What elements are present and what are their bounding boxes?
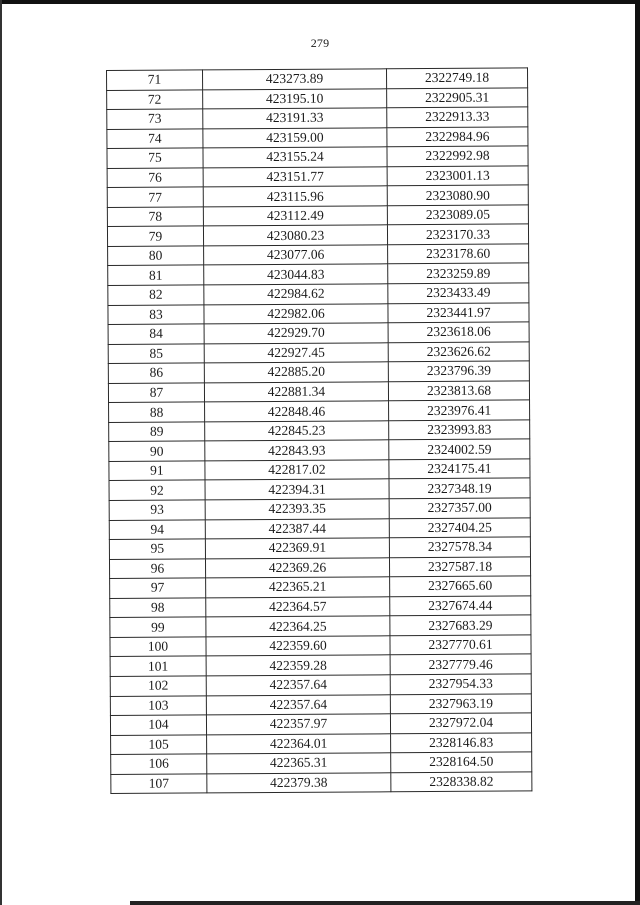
point-number-cell: 82 <box>108 285 204 305</box>
y-coordinate-cell: 2327683.29 <box>390 615 531 635</box>
coordinate-table-body <box>107 68 532 794</box>
point-number-cell: 79 <box>107 226 203 246</box>
scan-border-top <box>0 0 640 4</box>
point-number-cell: 98 <box>110 598 206 618</box>
table-row <box>107 68 528 90</box>
x-coordinate-cell: 422369.26 <box>205 557 389 578</box>
point-number-cell: 83 <box>108 304 204 324</box>
point-number-cell: 96 <box>109 559 205 579</box>
x-coordinate-cell: 422379.38 <box>207 772 391 793</box>
y-coordinate-cell: 2323001.13 <box>387 166 528 186</box>
table-row <box>108 381 529 403</box>
point-number-cell: 92 <box>109 480 205 500</box>
x-coordinate-cell: 422365.21 <box>206 577 390 598</box>
x-coordinate-cell: 422365.31 <box>207 753 391 774</box>
point-number-cell: 94 <box>109 519 205 539</box>
x-coordinate-cell: 423273.89 <box>202 69 386 90</box>
x-coordinate-cell: 422845.23 <box>205 421 389 442</box>
y-coordinate-cell: 2323626.62 <box>388 342 529 362</box>
y-coordinate-cell: 2327348.19 <box>389 478 530 498</box>
point-number-cell: 107 <box>111 774 207 794</box>
y-coordinate-cell: 2323259.89 <box>388 263 529 283</box>
table-row <box>108 283 529 305</box>
x-coordinate-cell: 423191.33 <box>203 108 387 129</box>
x-coordinate-cell: 422357.64 <box>206 675 390 696</box>
table-row <box>109 459 530 481</box>
y-coordinate-cell: 2327972.04 <box>391 713 532 733</box>
scan-border-bottom <box>130 901 640 905</box>
x-coordinate-cell: 422881.34 <box>204 382 388 403</box>
x-coordinate-cell: 423044.83 <box>204 264 388 285</box>
x-coordinate-cell: 422359.60 <box>206 636 390 657</box>
point-number-cell: 84 <box>108 324 204 344</box>
point-number-cell: 97 <box>110 578 206 598</box>
y-coordinate-cell: 2327578.34 <box>389 537 530 557</box>
point-number-cell: 76 <box>107 168 203 188</box>
table-row <box>107 224 528 246</box>
x-coordinate-cell: 422394.31 <box>205 479 389 500</box>
x-coordinate-cell: 422393.35 <box>205 499 389 520</box>
y-coordinate-cell: 2323080.90 <box>387 185 528 205</box>
table-row <box>109 420 530 442</box>
x-coordinate-cell: 422387.44 <box>205 518 389 539</box>
scan-border-left <box>0 0 2 905</box>
y-coordinate-cell: 2322749.18 <box>387 68 528 88</box>
point-number-cell: 91 <box>109 461 205 481</box>
x-coordinate-cell: 422843.93 <box>205 440 389 461</box>
y-coordinate-cell: 2323441.97 <box>388 302 529 322</box>
point-number-cell: 80 <box>108 246 204 266</box>
scan-border-right <box>635 0 640 905</box>
y-coordinate-cell: 2327779.46 <box>390 654 531 674</box>
table-row <box>110 654 531 676</box>
page-number: 279 <box>310 36 330 50</box>
point-number-cell: 101 <box>110 656 206 676</box>
y-coordinate-cell: 2327404.25 <box>389 517 530 537</box>
y-coordinate-cell: 2328164.50 <box>391 752 532 772</box>
y-coordinate-cell: 2327674.44 <box>390 596 531 616</box>
table-row <box>108 322 529 344</box>
table-row <box>109 537 530 559</box>
point-number-cell: 95 <box>109 539 205 559</box>
x-coordinate-cell: 422848.46 <box>204 401 388 422</box>
y-coordinate-cell: 2328146.83 <box>391 733 532 753</box>
point-number-cell: 102 <box>110 676 206 696</box>
table-row <box>110 596 531 618</box>
x-coordinate-cell: 423155.24 <box>203 147 387 168</box>
x-coordinate-cell: 422357.64 <box>206 694 390 715</box>
table-row <box>108 361 529 383</box>
y-coordinate-cell: 2322905.31 <box>387 87 528 107</box>
table-row <box>107 205 528 227</box>
point-number-cell: 87 <box>108 383 204 403</box>
x-coordinate-cell: 422369.91 <box>205 538 389 559</box>
table-row <box>110 674 531 696</box>
point-number-cell: 75 <box>107 148 203 168</box>
table-row <box>110 693 531 715</box>
table-row <box>107 185 528 207</box>
point-number-cell: 93 <box>109 500 205 520</box>
x-coordinate-cell: 422885.20 <box>204 362 388 383</box>
table-row <box>108 342 529 364</box>
y-coordinate-cell: 2323813.68 <box>388 381 529 401</box>
table-row <box>109 517 530 539</box>
table-row <box>109 498 530 520</box>
x-coordinate-cell: 422364.01 <box>206 733 390 754</box>
y-coordinate-cell: 2327770.61 <box>390 635 531 655</box>
table-row <box>109 478 530 500</box>
y-coordinate-cell: 2322984.96 <box>387 127 528 147</box>
x-coordinate-cell: 423151.77 <box>203 167 387 188</box>
table-row <box>111 752 532 774</box>
point-number-cell: 99 <box>110 617 206 637</box>
y-coordinate-cell: 2327357.00 <box>389 498 530 518</box>
x-coordinate-cell: 422364.25 <box>206 616 390 637</box>
x-coordinate-cell: 423195.10 <box>203 88 387 109</box>
y-coordinate-cell: 2324002.59 <box>389 439 530 459</box>
y-coordinate-cell: 2327587.18 <box>390 557 531 577</box>
point-number-cell: 88 <box>109 402 205 422</box>
y-coordinate-cell: 2322992.98 <box>387 146 528 166</box>
x-coordinate-cell: 422364.57 <box>206 597 390 618</box>
table-row <box>110 615 531 637</box>
y-coordinate-cell: 2323976.41 <box>389 400 530 420</box>
point-number-cell: 89 <box>109 422 205 442</box>
table-row <box>107 107 528 129</box>
x-coordinate-cell: 423112.49 <box>203 206 387 227</box>
table-row <box>108 302 529 324</box>
y-coordinate-cell: 2323433.49 <box>388 283 529 303</box>
point-number-cell: 106 <box>111 754 207 774</box>
x-coordinate-cell: 422929.70 <box>204 323 388 344</box>
y-coordinate-cell: 2328338.82 <box>391 772 532 792</box>
x-coordinate-cell: 422984.62 <box>204 284 388 305</box>
point-number-cell: 104 <box>110 715 206 735</box>
table-row <box>107 166 528 188</box>
point-number-cell: 73 <box>107 109 203 129</box>
x-coordinate-cell: 422357.97 <box>206 714 390 735</box>
y-coordinate-cell: 2323089.05 <box>387 205 528 225</box>
y-coordinate-cell: 2324175.41 <box>389 459 530 479</box>
point-number-cell: 71 <box>107 70 203 90</box>
y-coordinate-cell: 2323178.60 <box>388 244 529 264</box>
y-coordinate-cell: 2323796.39 <box>388 361 529 381</box>
x-coordinate-cell: 422982.06 <box>204 303 388 324</box>
y-coordinate-cell: 2327665.60 <box>390 576 531 596</box>
table-row <box>108 244 529 266</box>
point-number-cell: 81 <box>108 265 204 285</box>
x-coordinate-cell: 423077.06 <box>203 245 387 266</box>
point-number-cell: 78 <box>107 207 203 227</box>
x-coordinate-cell: 422359.28 <box>206 655 390 676</box>
x-coordinate-cell: 423080.23 <box>203 225 387 246</box>
y-coordinate-cell: 2327963.19 <box>390 693 531 713</box>
table-row <box>110 713 531 735</box>
point-number-cell: 105 <box>111 734 207 754</box>
x-coordinate-cell: 422927.45 <box>204 342 388 363</box>
table-row <box>110 576 531 598</box>
point-number-cell: 86 <box>108 363 204 383</box>
table-row <box>109 400 530 422</box>
point-number-cell: 72 <box>107 89 203 109</box>
coordinate-table <box>106 67 532 794</box>
x-coordinate-cell: 423115.96 <box>203 186 387 207</box>
table-row <box>107 127 528 149</box>
y-coordinate-cell: 2327954.33 <box>390 674 531 694</box>
point-number-cell: 100 <box>110 637 206 657</box>
table-row <box>111 733 532 755</box>
y-coordinate-cell: 2323993.83 <box>389 420 530 440</box>
y-coordinate-cell: 2323170.33 <box>388 224 529 244</box>
x-coordinate-cell: 422817.02 <box>205 460 389 481</box>
y-coordinate-cell: 2322913.33 <box>387 107 528 127</box>
point-number-cell: 77 <box>107 187 203 207</box>
point-number-cell: 103 <box>110 695 206 715</box>
table-row <box>107 146 528 168</box>
point-number-cell: 74 <box>107 129 203 149</box>
table-row <box>109 557 530 579</box>
point-number-cell: 85 <box>108 344 204 364</box>
table-row <box>110 635 531 657</box>
x-coordinate-cell: 423159.00 <box>203 127 387 148</box>
y-coordinate-cell: 2323618.06 <box>388 322 529 342</box>
point-number-cell: 90 <box>109 441 205 461</box>
table-row <box>111 772 532 794</box>
table-row <box>107 87 528 109</box>
table-row <box>108 263 529 285</box>
table-row <box>109 439 530 461</box>
